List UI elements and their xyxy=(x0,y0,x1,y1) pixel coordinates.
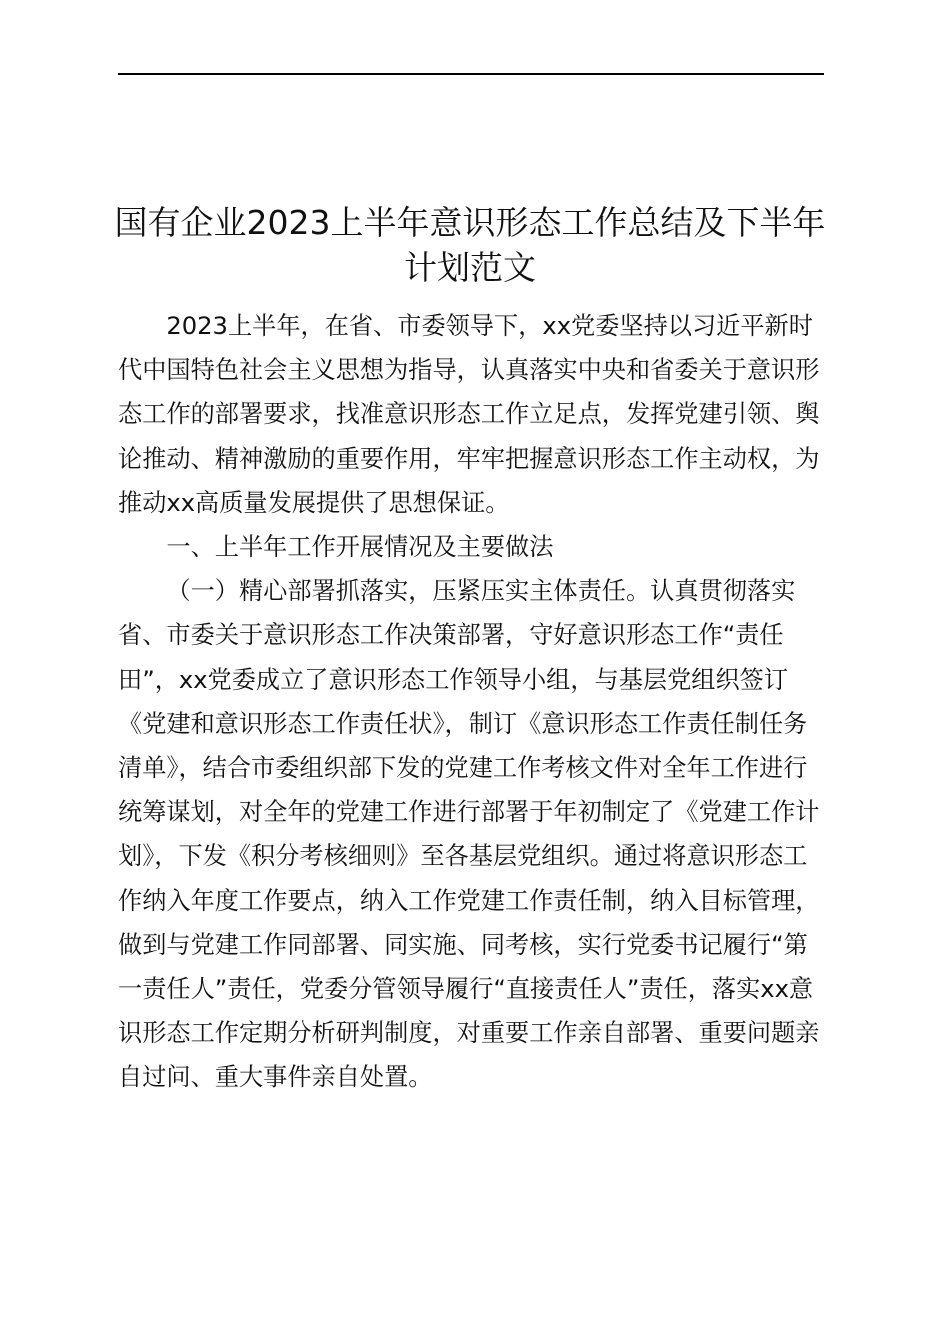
header-rule xyxy=(118,73,824,75)
document-title: 国有企业2023上半年意识形态工作总结及下半年计划范文 xyxy=(114,203,826,287)
body-paragraph: （一）精心部署抓落实，压紧压实主体责任。认真贯彻落实省、市委关于意识形态工作决策部署，守好意识形态工作“责任田”，xx党委成立了意识形态工作领导小组，与基层党组织签订《党建和意识形态工作责任状》，制订《意识形态工作责任制任务清单》，结合市委组织部下发的党建工作考核文件对全年工作进行统筹谋划，对全年的党建工作进行部署于年初制定了《党建工作计划》，下发《积分考核细则》至各基层党组织。通过将意识形态工作纳入年度工作要点，纳入工作党建工作责任制，纳入目标管理，做到与党建工作同部署、同实施、同考核，实行党委书记履行“第一责任人”责任，党委分管领导履行“直接责任人”责任，落实xx意识形态工作定期分析研判制度，对重要工作亲自部署、重要问题亲自过问、重大事件亲自处置。 xyxy=(118,577,820,1092)
document-body xyxy=(118,304,824,1100)
section-heading: 一、上半年工作开展情况及主要做法 xyxy=(166,533,554,562)
intro-paragraph: 2023上半年，在省、市委领导下，xx党委坚持以习近平新时代中国特色社会主义思想为指导，认真落实中央和省委关于意识形态工作的部署要求，找准意识形态工作立足点，发挥党建引领、舆论推动、精神激励的重要作用，牢牢把握意识形态工作主动权，为推动xx高质量发展提供了思想保证。 xyxy=(118,312,820,517)
